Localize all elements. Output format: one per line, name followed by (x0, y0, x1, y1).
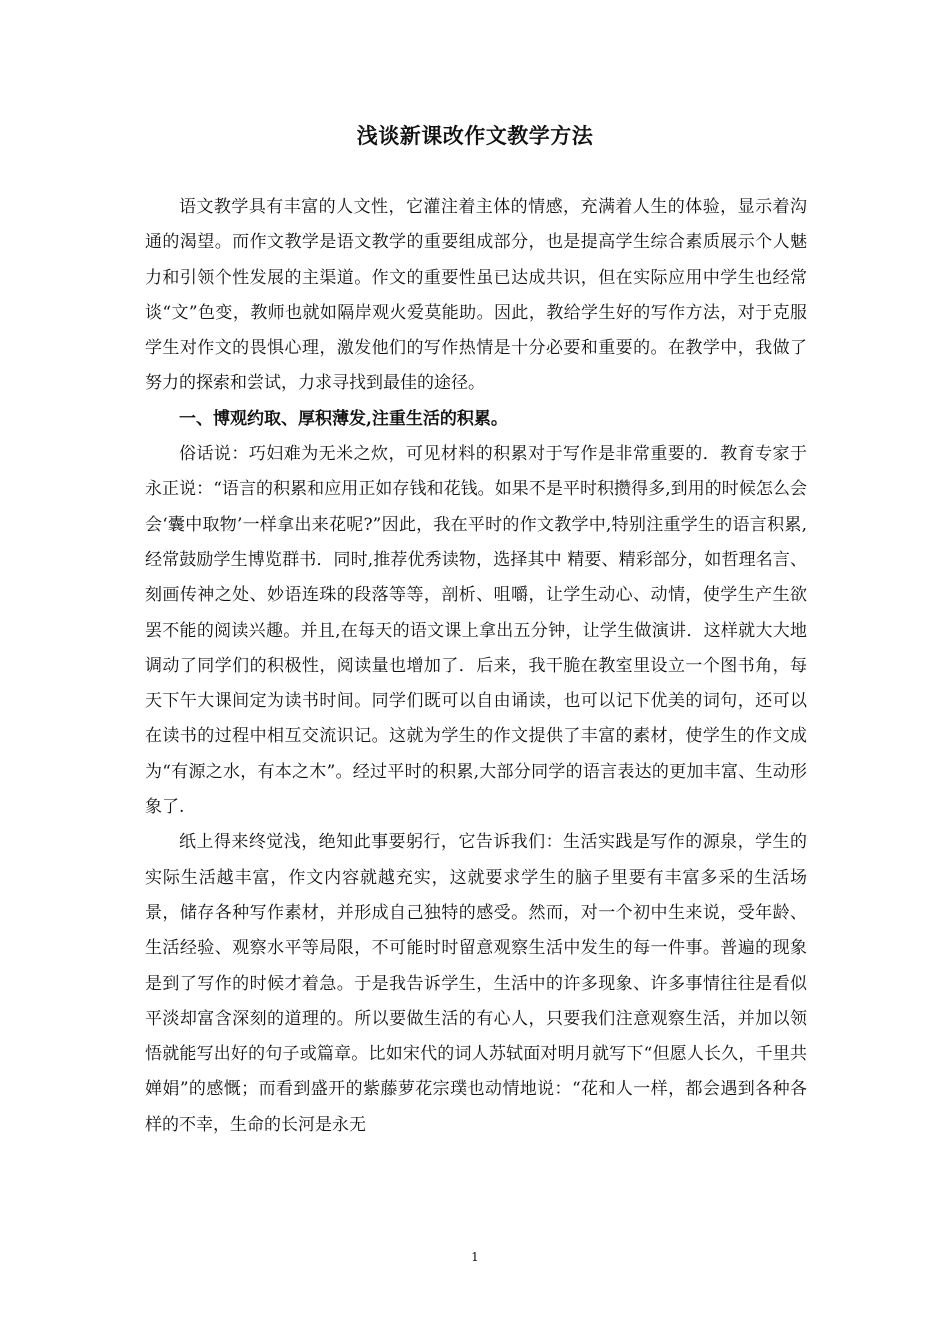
document-body (145, 190, 807, 1143)
paragraph-intro: 语文教学具有丰富的人文性，它灌注着主体的情感，充满着人生的体验，显示着沟通的渴望。而作文教学是语文教学的重要组成部分，也是提高学生综合素质展示个人魅力和引领个性发展的主渠道。作文的重要性虽已达成共识，但在实际应用中学生也经常谈“文”色变，教师也就如隔岸观火爱莫能助。因此，教给学生好的写作方法，对于克服学生对作文的畏惧心理，激发他们的写作热情是十分必要和重要的。在教学中，我做了努力的探索和尝试，力求寻找到最佳的途径。 (145, 197, 807, 394)
document-title: 浅谈新课改作文教学方法 (356, 123, 594, 148)
page-number: 1 (471, 1250, 479, 1264)
section-heading: 一、博观约取、厚积薄发,注重生活的积累。 (179, 408, 508, 429)
paragraph-accumulation: 俗话说：巧妇难为无米之炊，可见材料的积累对于写作是非常重要的．教育专家于永正说：“语言的积累和应用正如存钱和花钱。如果不是平时积攒得多,到用的时候怎么会会‘囊中取物’一样拿出来花呢?”因此，我在平时的作文教学中,特别注重学生的语言积累,经常鼓励学生博览群书．同时,推荐优秀读物，选择其中 精要、精彩部分，如哲理名言、刻画传神之处、妙语连珠的段落等等，剖析、咀嚼，让学生动心、动情，使学生产生欲罢不能的阅读兴趣。并且,在每天的语文课上拿出五分钟，让学生做演讲．这样就大大地调动了同学们的积极性，阅读量也增加了．后来，我干脆在教室里设立一个图书角，每天下午大课间定为读书时间。同学们既可以自由诵读，也可以记下优美的词句，还可以在读书的过程中相互交流识记。这就为学生的作文提供了丰富的素材，使学生的作文成为“有源之水，有本之木”。经过平时的积累,大部分同学的语言表达的更加丰富、生动形象了. (145, 444, 807, 818)
paragraph-life-practice: 纸上得来终觉浅，绝知此事要躬行，它告诉我们：生活实践是写作的源泉，学生的实际生活越丰富，作文内容就越充实，这就要求学生的脑子里要有丰富多采的生活场景，储存各种写作素材，并形成自己独特的感受。然而，对一个初中生来说，受年龄、生活经验、观察水平等局限，不可能时时留意观察生活中发生的每一件事。普遍的现象是到了写作的时候才着急。于是我告诉学生，生活中的许多现象、许多事情往往是看似平淡却富含深刻的道理的。所以要做生活的有心人，只要我们注意观察生活，并加以领悟就能写出好的句子或篇章。比如宋代的词人苏轼面对明月就写下“但愿人长久，千里共婵娟”的感慨；而看到盛开的紫藤萝花宗璞也动情地说：“花和人一样，都会遇到各种各样的不幸，生命的长河是永无 (145, 832, 807, 1135)
